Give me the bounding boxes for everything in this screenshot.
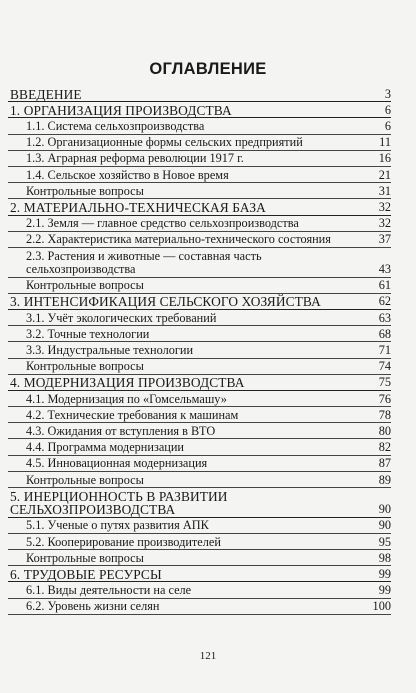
toc-entry bbox=[8, 310, 391, 326]
toc-entry-title: 6. ТРУДОВЫЕ РЕСУРСЫ bbox=[10, 566, 162, 582]
toc-entry-page: 43 bbox=[378, 262, 391, 277]
toc-entry-page: 16 bbox=[378, 151, 391, 166]
toc-entry bbox=[8, 118, 391, 134]
toc-entry-page: 32 bbox=[378, 200, 391, 214]
toc-entry-page: 90 bbox=[378, 502, 391, 517]
toc-entry bbox=[8, 582, 391, 598]
page-title: ОГЛАВЛЕНИЕ bbox=[149, 60, 267, 78]
toc-entry-title: ВВЕДЕНИЕ bbox=[10, 86, 82, 102]
toc-entry bbox=[8, 599, 391, 615]
toc-entry-title: Контрольные вопросы bbox=[26, 550, 144, 565]
toc-entry-page: 90 bbox=[378, 518, 391, 533]
toc-entry-title: 4.2. Технические требования к машинам bbox=[26, 407, 239, 422]
toc-entry-page: 99 bbox=[378, 566, 391, 581]
toc-entry bbox=[8, 151, 391, 167]
toc-entry bbox=[8, 135, 391, 151]
page-number: 121 bbox=[199, 650, 217, 662]
toc-entry-page: 62 bbox=[378, 294, 391, 309]
toc-entry-title: Контрольные вопросы bbox=[26, 472, 144, 487]
toc-entry bbox=[8, 167, 391, 183]
toc-entry-title: 2.2. Характеристика материально-технического состояния bbox=[26, 232, 331, 247]
toc-entry-title: 1.2. Организационные формы сельских предприятий bbox=[26, 135, 303, 150]
toc-entry-title: 3.1. Учёт экологических требований bbox=[26, 310, 217, 325]
toc-entry bbox=[8, 294, 391, 310]
toc-entry-title: 2.1. Земля — главное средство сельхозпроизводства bbox=[26, 216, 299, 231]
toc-entry-title: 5.2. Кооперирование производителей bbox=[26, 534, 221, 549]
toc-entry-title: 2. МАТЕРИАЛЬНО-ТЕХНИЧЕСКАЯ БАЗА bbox=[10, 200, 266, 215]
toc-entry-page: 99 bbox=[378, 583, 391, 598]
toc-entry-page: 95 bbox=[378, 534, 391, 549]
toc-entry-page: 11 bbox=[379, 135, 391, 150]
toc-entry-page: 87 bbox=[378, 456, 391, 471]
toc-entry bbox=[8, 342, 391, 358]
toc-entry-title: 3.2. Точные технологии bbox=[26, 326, 150, 341]
toc-entry-title: 4.4. Программа модернизации bbox=[26, 440, 185, 455]
toc-entry bbox=[8, 407, 391, 423]
toc-entry bbox=[8, 550, 391, 566]
toc-entry-title: 4.1. Модернизация по «Гомсельмашу» bbox=[26, 391, 227, 406]
toc-entry-page: 21 bbox=[378, 167, 391, 182]
toc-entry bbox=[8, 278, 391, 294]
toc-entry-title: 4.3. Ожидания от вступления в ВТО bbox=[26, 423, 216, 438]
toc-entry-page: 82 bbox=[378, 440, 391, 455]
toc-entry-title: 6.1. Виды деятельности на селе bbox=[26, 583, 192, 598]
toc-entry bbox=[8, 86, 391, 102]
toc-entry bbox=[8, 248, 391, 278]
toc-entry-page: 6 bbox=[384, 102, 391, 117]
toc-entry-page: 61 bbox=[378, 278, 391, 293]
toc-entry-title: 5.1. Ученые о путях развития АПК bbox=[26, 518, 209, 533]
toc-entry-title: 1.3. Аграрная реформа революции 1917 г. bbox=[26, 151, 244, 166]
toc-entry bbox=[8, 199, 391, 215]
toc-entry-title: 3. ИНТЕНСИФИКАЦИЯ СЕЛЬСКОГО ХОЗЯЙСТВА bbox=[10, 294, 321, 310]
toc-entry-title: 1.1. Система сельхозпроизводства bbox=[26, 119, 205, 134]
toc-entry-page: 6 bbox=[384, 119, 391, 134]
toc-entry bbox=[8, 183, 391, 199]
toc-entry bbox=[8, 102, 391, 118]
toc-entry bbox=[8, 439, 391, 455]
toc-entry-title: 3.3. Индустральные технологии bbox=[26, 343, 194, 357]
toc-entry-page: 3 bbox=[384, 86, 391, 101]
toc-entry bbox=[8, 423, 391, 439]
toc-entry-page: 74 bbox=[378, 359, 391, 374]
toc-entry-title: 1. ОРГАНИЗАЦИЯ ПРОИЗВОДСТВА bbox=[10, 102, 232, 118]
toc-entry bbox=[8, 534, 391, 550]
toc-entry bbox=[8, 391, 391, 407]
toc-entry-page: 63 bbox=[378, 310, 391, 325]
toc-entry bbox=[8, 326, 391, 342]
toc-entry-title: Контрольные вопросы bbox=[26, 183, 144, 198]
toc-entry-page: 98 bbox=[378, 550, 391, 565]
toc-entry bbox=[8, 456, 391, 472]
toc-entry-title: Контрольные вопросы bbox=[26, 359, 144, 374]
toc-entry-title: 4.5. Инновационная модернизация bbox=[26, 456, 208, 471]
toc-entry-page: 75 bbox=[378, 375, 391, 390]
toc-entry-title: 4. МОДЕРНИЗАЦИЯ ПРОИЗВОДСТВА bbox=[10, 375, 245, 391]
toc-entry-page: 31 bbox=[378, 183, 391, 198]
toc-entry bbox=[8, 375, 391, 391]
toc-entry-page: 68 bbox=[378, 326, 391, 341]
toc-entry-page: 71 bbox=[378, 343, 391, 357]
toc-entry bbox=[8, 566, 391, 582]
toc-entry-page: 32 bbox=[378, 216, 391, 231]
toc-entry-title: Контрольные вопросы bbox=[26, 278, 144, 293]
toc-entry-page: 80 bbox=[378, 423, 391, 438]
toc-entry bbox=[8, 488, 391, 518]
toc-entry bbox=[8, 518, 391, 534]
toc-entry-page: 78 bbox=[378, 407, 391, 422]
toc-entry-page: 100 bbox=[372, 599, 391, 614]
table-of-contents bbox=[8, 86, 391, 615]
toc-entry bbox=[8, 216, 391, 232]
toc-entry bbox=[8, 472, 391, 488]
toc-entry-title: 2.3. Растения и животные — составная часть сельхозпроизводства bbox=[26, 248, 262, 277]
toc-entry-title: 6.2. Уровень жизни селян bbox=[26, 599, 160, 614]
toc-entry bbox=[8, 359, 391, 375]
toc-entry-page: 89 bbox=[378, 472, 391, 487]
toc-entry-title: 1.4. Сельское хозяйство в Новое время bbox=[26, 167, 229, 182]
toc-entry bbox=[8, 232, 391, 248]
toc-entry-page: 76 bbox=[378, 391, 391, 406]
toc-entry-page: 37 bbox=[378, 232, 391, 247]
toc-entry-title: 5. ИНЕРЦИОННОСТЬ В РАЗВИТИИ СЕЛЬХОЗПРОИЗВОДСТВА bbox=[10, 488, 228, 518]
